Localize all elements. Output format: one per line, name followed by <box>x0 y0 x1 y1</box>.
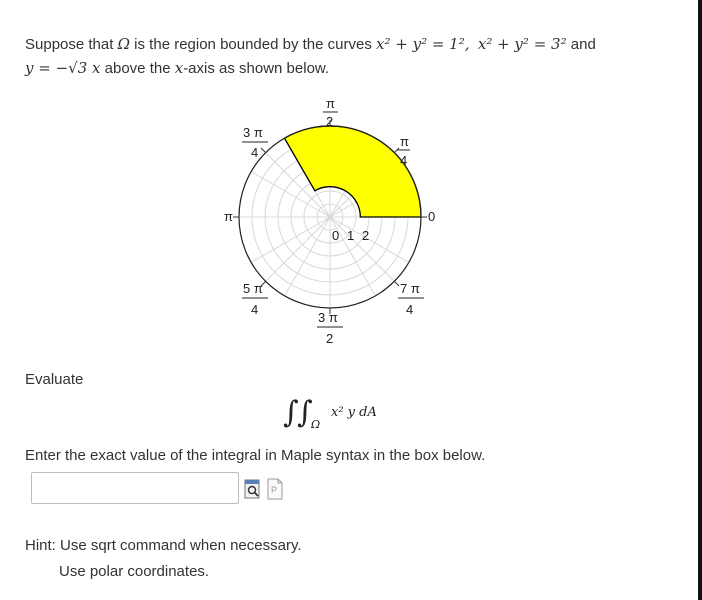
angle-label-3pi-over-2 <box>317 310 343 346</box>
svg-text:π: π <box>400 134 409 149</box>
radial-tick-1: 1 <box>347 228 355 243</box>
evaluate-label: Evaluate <box>25 371 84 388</box>
svg-text:4: 4 <box>251 302 259 317</box>
angle-label-7pi-over-4 <box>398 281 424 317</box>
svg-text:4: 4 <box>406 302 414 317</box>
curve-inner: x² + y² = 1², <box>376 35 470 53</box>
angle-label-pi: π <box>224 209 233 224</box>
svg-text:4: 4 <box>251 145 259 160</box>
svg-text:4: 4 <box>400 153 408 168</box>
omega-symbol: Ω <box>117 35 131 53</box>
page-right-border <box>698 0 702 600</box>
help-icon[interactable] <box>266 478 284 500</box>
curve-outer: x² + y² = 3² <box>477 35 567 53</box>
angle-label-5pi-over-4 <box>242 281 268 317</box>
hint-line-2: Use polar coordinates. <box>59 563 210 580</box>
x-axis-symbol: x <box>174 59 184 77</box>
svg-text:2: 2 <box>326 114 334 129</box>
svg-text:2: 2 <box>326 331 334 346</box>
problem-line2-rest: above the <box>100 60 175 77</box>
polar-region-plot <box>220 90 460 360</box>
integral-domain: Ω <box>311 418 321 431</box>
problem-statement-line2 <box>25 59 329 77</box>
angle-label-0: 0 <box>428 209 436 224</box>
answer-input[interactable] <box>31 472 239 504</box>
problem-statement-line1 <box>25 35 596 53</box>
svg-text:3 π: 3 π <box>318 310 338 325</box>
line-curve: y = −√3 x <box>25 59 101 77</box>
instruction-text: Enter the exact value of the integral in Maple syntax in the box below. <box>25 447 486 464</box>
double-integral-expression <box>275 384 425 434</box>
radial-tick-0: 0 <box>332 228 340 243</box>
svg-text:P: P <box>271 485 278 495</box>
integrand: x² y dA <box>331 405 377 420</box>
svg-text:3 π: 3 π <box>243 125 263 140</box>
problem-mid: is the region bounded by the curves <box>130 36 377 53</box>
svg-text:5 π: 5 π <box>243 281 263 296</box>
svg-text:π: π <box>326 96 335 111</box>
hint-line-1: Hint: Use sqrt command when necessary. <box>25 537 302 554</box>
integral-sign-inner: ∫ <box>297 395 313 430</box>
radial-tick-2: 2 <box>362 228 370 243</box>
preview-icon[interactable] <box>244 478 262 500</box>
problem-prefix: Suppose that <box>25 36 118 53</box>
angle-label-pi-over-2 <box>323 96 338 129</box>
svg-text:7 π: 7 π <box>400 281 420 296</box>
problem-line2-end: -axis as shown below. <box>183 60 330 77</box>
integral-sign-outer: ∫ <box>283 395 299 430</box>
problem-line1-end: and <box>566 36 596 53</box>
